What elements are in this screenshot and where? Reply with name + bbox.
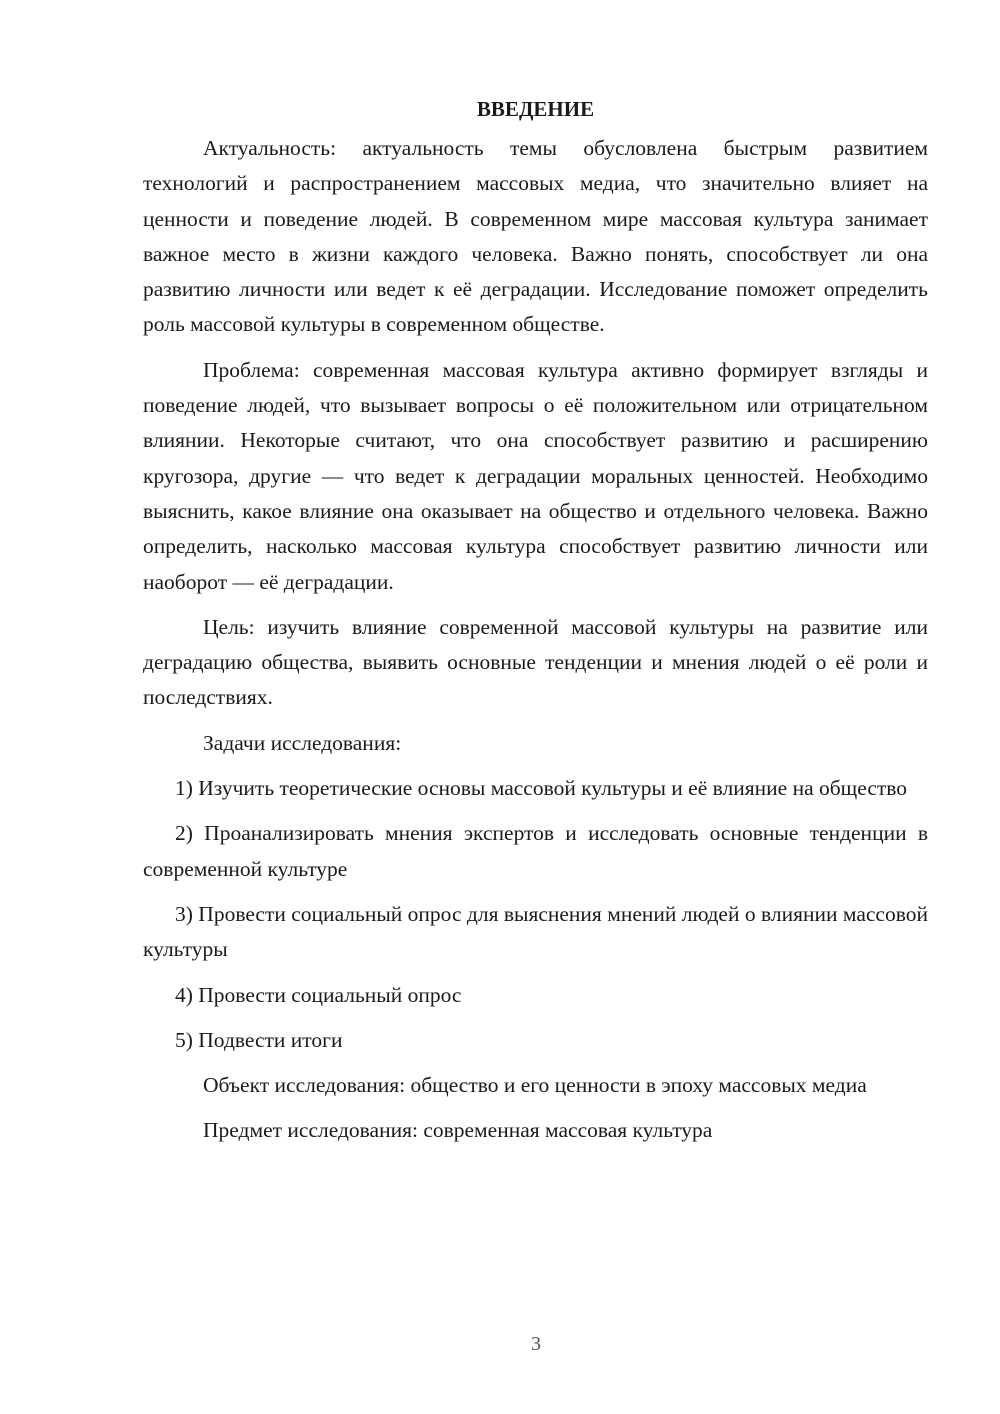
page-number: 3: [531, 1333, 541, 1355]
paragraph-subject: Предмет исследования: современная массовая культура: [203, 1118, 713, 1143]
task-item-1: 1) Изучить теоретические основы массовой культуры и её влияние на общество: [175, 776, 908, 801]
paragraph-object: Объект исследования: общество и его ценности в эпоху массовых медиа: [203, 1073, 867, 1098]
task-item-4: 4) Провести социальный опрос: [175, 982, 462, 1007]
page-content: [143, 92, 928, 1159]
task-item-2: 2) Проанализировать мнения экспертов и исследовать основные тенденции в современной культуре: [143, 821, 928, 881]
paragraph-tasks-title: Задачи исследования:: [203, 730, 402, 755]
paragraph-goal: Цель: изучить влияние современной массовой культуры на развитие или деградацию общества, выявить основные тенденции и мнения людей о её роли и последствиях.: [143, 614, 928, 710]
paragraph-problem: Проблема: современная массовая культура активно формирует взгляды и поведение людей, что вызывает вопросы о её положительном или отрицательном влиянии. Некоторые считают, что она способствует развитию и расширению кругозора, другие — что ведет к деградации моральных ценностей. Необходимо выяснить, какое влияние она оказывает на общество и отдельного человека. Важно определить, насколько массовая культура способствует развитию личности или наоборот — её деградации.: [143, 357, 928, 594]
section-heading: ВВЕДЕНИЕ: [476, 97, 595, 121]
task-item-3: 3) Провести социальный опрос для выяснения мнений людей о влиянии массовой культуры: [143, 901, 928, 962]
task-item-5: 5) Подвести итоги: [175, 1027, 343, 1052]
paragraph-relevance: Актуальность: актуальность темы обусловлена быстрым развитием технологий и распространением массовых медиа, что значительно влияет на ценности и поведение людей. В современном мире массовая культура занимает важное место в жизни каждого человека. Важно понять, способствует ли она развитию личности или ведет к её деградации. Исследование поможет определить роль массовой культуры в современном обществе.: [143, 136, 928, 337]
